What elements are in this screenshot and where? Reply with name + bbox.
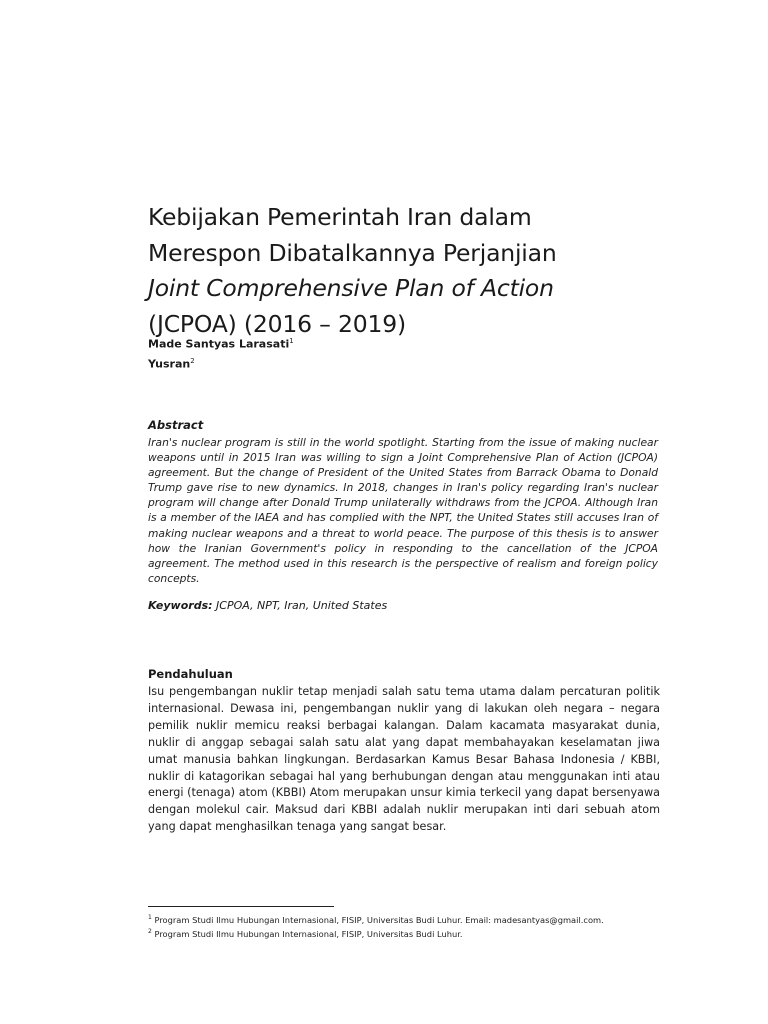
title-line-4: (JCPOA) (2016 – 2019) [148,309,406,338]
footnote-2 [148,926,668,940]
footnote-2-text: Program Studi Ilmu Hubungan Internasional, FISIP, Universitas Budi Luhur. [154,929,463,940]
keywords-text: JCPOA, NPT, Iran, United States [216,599,388,612]
author-2-footnote-mark: 2 [190,356,195,365]
footnote-divider [148,906,334,907]
paper-title [148,200,668,342]
footnote-1 [148,912,668,926]
author-2-name: Yusran [148,357,191,371]
author-1-footnote-mark: 1 [289,337,294,345]
abstract-heading: Abstract [148,418,204,432]
author-1-name: Made Santyas Larasati [148,337,290,351]
keywords-label: Keywords: [148,599,213,612]
keywords [148,599,387,612]
footnote-2-mark: 2 [148,928,152,936]
footnote-1-mark: 1 [148,914,152,921]
title-line-2: Merespon Dibatalkannya Perjanjian [148,238,557,267]
title-line-1: Kebijakan Pemerintah Iran dalam [148,203,532,231]
title-line-3: Joint Comprehensive Plan of Action [148,274,554,302]
abstract-text: Iran's nuclear program is still in the world spotlight. Starting from the issue of making nuclear weapons until in 2015 Iran was willing to sign a Joint Comprehensive Plan of Action (JCPOA) agreement. But the change of President of the United States from Barrack Obama to Donald Trump gave rise to new dynamics. In 2018, changes in Iran's policy regarding Iran's nuclear program will change after Donald Trump unilaterally withdraws from the JCPOA. Although Iran is a member of the IAEA and has complied with the NPT, the United States still accuses Iran of making nuclear weapons and a threat to world peace. The purpose of this thesis is to answer how the Iranian Government's policy in responding to the cancellation of the JCPOA agreement. The method used in this research is the perspective of realism and foreign policy concepts. [148,436,658,585]
author-1 [148,333,294,353]
author-list [148,333,294,372]
footnote-1-text: Program Studi Ilmu Hubungan Internasional, FISIP, Universitas Budi Luhur. Email: madesantyas@gmail.com. [154,914,604,925]
section-heading: Pendahuluan [148,667,233,681]
section-body: Isu pengembangan nuklir tetap menjadi salah satu tema utama dalam percaturan politik internasional. Dewasa ini, pengembangan nuklir yang di lakukan oleh negara – negara pemilik nuklir memicu reaksi berbagai kalangan. Dalam kacamata masyarakat dunia, nuklir di anggap sebagai salah satu alat yang dapat membahayakan keselamatan jiwa umat manusia bahkan lingkungan. Berdasarkan Kamus Besar Bahasa Indonesia / KBBI, nuklir di katagorikan sebagai hal yang berhubungan dengan atau menggunakan inti atau energi (tenaga) atom (KBBI) Atom merupakan unsur kimia terkecil yang dapat bersenyawa dengan molekul cair. Maksud dari KBBI adalah nuklir merupakan inti dari sebuah atom yang dapat menghasilkan tenaga yang sangat besar. [148,685,660,834]
author-2 [148,353,294,373]
footnotes [148,912,668,941]
